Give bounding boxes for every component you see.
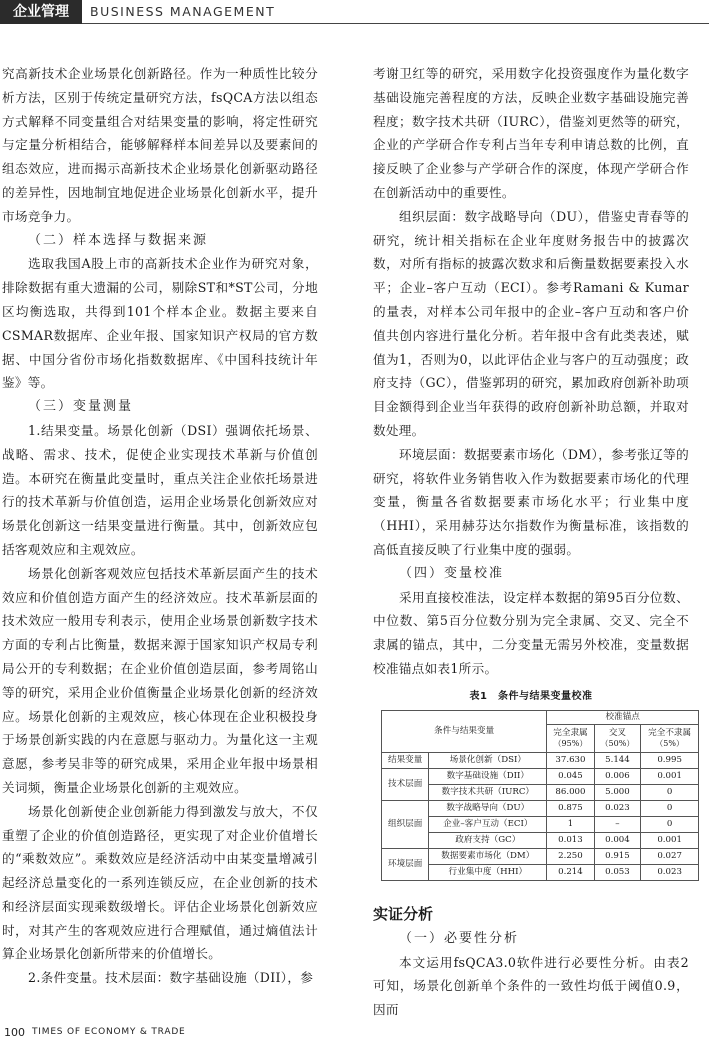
- page-header: [0, 0, 709, 26]
- table-value-cell: 0.004: [594, 832, 641, 848]
- paragraph: 1.结果变量。场景化创新（DSI）强调依托场景、战略、需求、技术，促使企业实现技术革新与价值创造。本研究在衡量此变量时，重点关注企业依托场景进行的技术革新与价值创造，运用企业场景化创新效应对场景化创新这一结果变量进行衡量。其中，创新效应包括客观效应和主观效应。: [2, 422, 318, 557]
- right-column: [373, 62, 692, 1022]
- table-head-col: 完全不隶属 （5%）: [641, 724, 699, 752]
- table-title: 表1 条件与结果变量校准: [469, 690, 593, 702]
- table-variable-cell: 行业集中度（HHI）: [429, 864, 547, 880]
- table-value-cell: 86.000: [547, 784, 594, 800]
- paragraph: 2.条件变量。技术层面：数字基础设施（DII），参: [28, 970, 314, 986]
- table-value-cell: 0: [641, 800, 699, 816]
- header-rule: [82, 23, 709, 24]
- section-heading: 实证分析: [373, 904, 434, 923]
- paragraph: 场景化创新使企业创新能力得到激发与放大，不仅重塑了企业的价值创造路径，更实现了对企业价值增长的“乘数效应”。乘数效应是经济活动中由某变量增减引起经济总量变化的一系列连锁反应，在企业创新的技术和经济层面实现乘数级增长。评估企业场景化创新效应时，对其产生的客观效应进行合理赋值，通过熵值法计算企业场景化创新所带来的价值增长。: [2, 803, 318, 962]
- table-variable-cell: 数字基础设施（DII）: [429, 768, 547, 784]
- table-value-cell: 0: [641, 816, 699, 832]
- calibration-table: [381, 710, 699, 881]
- table-value-cell: 0.023: [594, 800, 641, 816]
- paragraph: 场景化创新客观效应包括技术革新层面产生的技术效应和价值创造方面产生的经济效应。技术革新层面的技术效应一般用专利表示，使用企业场景创新数字技术方面的专利占比衡量，数据来源于国家知识产权局专利局公开的专利数据；在企业价值创造层面，参考周铭山等的研究，采用企业价值衡量企业场景化创新的经济效应。场景化创新的主观效应，核心体现在企业积极投身于场景创新实践的内在意愿与驱动力。为量化这一主观意愿，参考吴非等的研究成果，采用企业年报中场景相关词频，衡量企业场景化创新的主观效应。: [2, 565, 318, 795]
- table-value-cell: 0.001: [641, 832, 699, 848]
- table-value-cell: 0: [641, 784, 699, 800]
- table-variable-cell: 数字技术共研（IURC）: [429, 784, 547, 800]
- table-value-cell: 0.875: [547, 800, 594, 816]
- table-variable-cell: 场景化创新（DSI）: [429, 752, 547, 768]
- table-group-cell: 环境层面: [382, 848, 429, 880]
- page-footer: [0, 1024, 709, 1042]
- table-value-cell: 0.006: [594, 768, 641, 784]
- table-value-cell: 0.013: [547, 832, 594, 848]
- table-row: [382, 832, 699, 848]
- table-value-cell: 0.214: [547, 864, 594, 880]
- table-group-cell: 技术层面: [382, 768, 429, 800]
- table-row: [382, 768, 699, 784]
- table-value-cell: 5.000: [594, 784, 641, 800]
- paragraph: 究高新技术企业场景化创新路径。作为一种质性比较分析方法，区别于传统定量研究方法，fsQCA方法以组态方式解释不同变量组合对结果变量的影响，将定性研究与定量分析相结合，能够解释样本间差异以及要素间的组态效应，进而揭示高新技术企业场景化创新驱动路径的差异性，因地制宜地促进企业场景化创新水平，提升市场竞争力。: [2, 66, 318, 224]
- paragraph: 考谢卫红等的研究，采用数字化投资强度作为量化数字基础设施完善程度的方法，反映企业数字基础设施完善程度；数字技术共研（IURC），借鉴刘更然等的研究，企业的产学研合作专利占当年专利申请总数的比例，直接反映了企业参与产学研合作的深度，体现产学研合作在创新活动中的重要性。: [373, 66, 689, 200]
- journal-name: TIMES OF ECONOMY & TRADE: [32, 1027, 186, 1037]
- table-value-cell: 1: [547, 816, 594, 832]
- table-value-cell: 0.045: [547, 768, 594, 784]
- section-category-en: BUSINESS MANAGEMENT: [90, 4, 276, 19]
- table-row: [382, 800, 699, 816]
- table-variable-cell: 数字战略导向（DU）: [429, 800, 547, 816]
- table-value-cell: 0.001: [641, 768, 699, 784]
- table-value-cell: 0.027: [641, 848, 699, 864]
- left-column: [2, 62, 318, 990]
- section-category: 企业管理: [0, 0, 82, 24]
- table-head-anchor: 校准锚点: [547, 710, 699, 724]
- table-row: [382, 784, 699, 800]
- table-head-col: 交叉 （50%）: [594, 724, 641, 752]
- table-variable-cell: 政府支持（GC）: [429, 832, 547, 848]
- table-value-cell: 5.144: [594, 752, 641, 768]
- table-value-cell: 2.250: [547, 848, 594, 864]
- table-value-cell: 0.023: [641, 864, 699, 880]
- table-value-cell: 37.630: [547, 752, 594, 768]
- table-group-cell: 组织层面: [382, 800, 429, 848]
- table-group-cell: 结果变量: [382, 752, 429, 768]
- table-row: [382, 864, 699, 880]
- table-head-variable: 条件与结果变量: [382, 710, 547, 752]
- subsection-heading: （四）变量校准: [399, 565, 505, 581]
- paragraph: 环境层面：数据要素市场化（DM），参考张辽等的研究，将软件业务销售收入作为数据要素市场化的代理变量，衡量各省数据要素市场化水平；行业集中度（HHI），采用赫芬达尔指数作为衡量标准，该指数的高低直接反映了行业集中度的强弱。: [373, 446, 689, 557]
- subsection-heading: （一）必要性分析: [399, 930, 520, 946]
- paragraph: 采用直接校准法，设定样本数据的第95百分位数、中位数、第5百分位数分别为完全隶属、交叉、完全不隶属的锚点，其中，二分变量无需另外校准，变量数据校准锚点如表1所示。: [373, 589, 689, 676]
- table-row: [382, 752, 699, 768]
- subsection-heading: （三）变量测量: [28, 399, 134, 415]
- paragraph: 组织层面：数字战略导向（DU），借鉴史青春等的研究，统计相关指标在企业年度财务报告中的披露次数，对所有指标的披露次数求和后衡量数据要素投入水平；企业–客户互动（ECI）。参考Ramani & Kumar的量表，对样本公司年报中的企业–客户互动和客户价值共创内容进行量化分析。若年报中含有此类表述，赋值为1，否则为0，以此评估企业与客户的互动强度；政府支持（GC），借鉴郭玥的研究，累加政府创新补助项目金额得到企业当年获得的政府创新补助总额，并取对数处理。: [373, 208, 689, 438]
- table-value-cell: 0.995: [641, 752, 699, 768]
- table-row: [382, 816, 699, 832]
- table-row: [382, 848, 699, 864]
- table-variable-cell: 数据要素市场化（DM）: [429, 848, 547, 864]
- page-number: 100: [4, 1026, 25, 1039]
- table-value-cell: 0.053: [594, 864, 641, 880]
- paragraph: 本文运用fsQCA3.0软件进行必要性分析。由表2可知，场景化创新单个条件的一致性均低于阈值0.9，因而: [373, 954, 689, 1018]
- table-variable-cell: 企业–客户互动（ECI）: [429, 816, 547, 832]
- subsection-heading: （二）样本选择与数据来源: [28, 232, 209, 248]
- paragraph: 选取我国A股上市的高新技术企业作为研究对象，排除数据有重大遗漏的公司，剔除ST和*ST公司，分地区均衡选取，共得到101个样本企业。数据主要来自CSMAR数据库、企业年报、国家知识产权局的官方数据、中国分省份市场化指数数据库、《中国科技统计年鉴》等。: [2, 256, 318, 391]
- table-head-col: 完全隶属 （95%）: [547, 724, 594, 752]
- table-value-cell: 0.915: [594, 848, 641, 864]
- table-value-cell: –: [594, 816, 641, 832]
